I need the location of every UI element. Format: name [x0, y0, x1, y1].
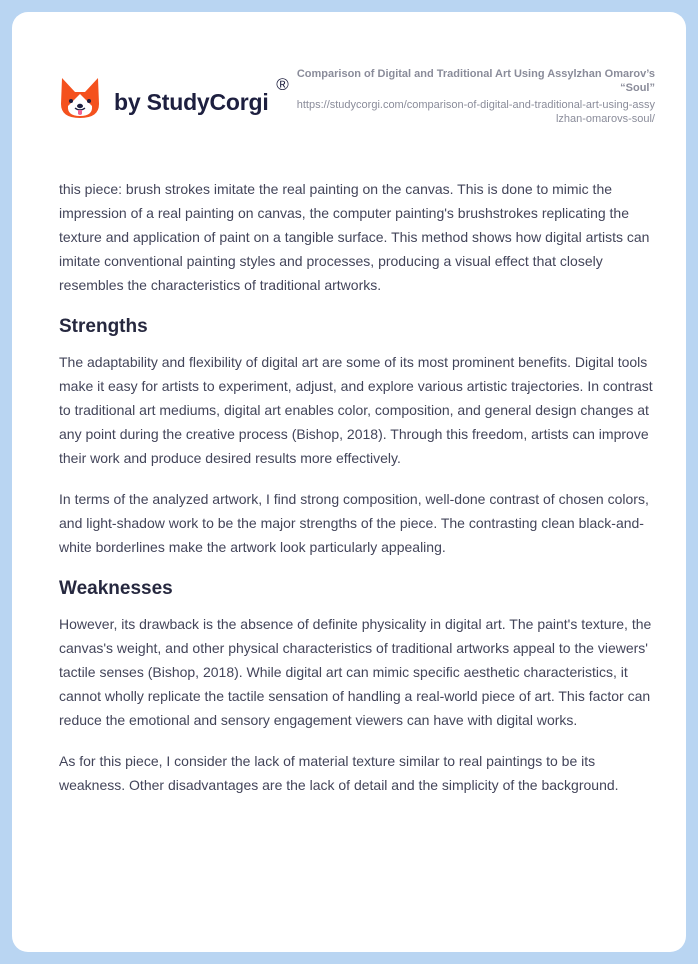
document-url-link[interactable]: https://studycorgi.com/comparison-of-digital-and-traditional-art-using-assylzhan-omarovs-soul/	[296, 99, 655, 125]
weaknesses-paragraph-2: As for this piece, I consider the lack of material texture similar to real paintings to be its weakness. Other disadvantages are the lack of detail and the simplicity of the background.	[59, 753, 619, 793]
section-heading-weaknesses: Weaknesses	[59, 578, 173, 599]
studycorgi-logo[interactable]	[60, 74, 289, 120]
registered-mark: ®	[276, 74, 289, 94]
brand-name	[114, 74, 289, 116]
corgi-face-icon	[60, 76, 100, 120]
section-heading-strengths: Strengths	[59, 316, 148, 337]
essay-body	[59, 177, 659, 814]
strengths-paragraph-1: The adaptability and flexibility of digital art are some of its most prominent benefits. Digital tools make it easy for artists to experiment, adjust, and explore various artistic trajectories. In contrast to traditional art mediums, digital art enables color, composition, and general design changes at any point during the creative process (Bishop, 2018). Through this freedom, artists can improve their work and produce desired results more effectively.	[59, 354, 653, 466]
strengths-paragraph-2: In terms of the analyzed artwork, I find strong composition, well-done contrast of chosen colors, and light-shadow work to be the major strengths of the piece. The contrasting clean black-and-white borderlines make the artwork look particularly appealing.	[59, 491, 649, 555]
document-page	[12, 12, 686, 952]
document-title: Comparison of Digital and Traditional Art Using Assylzhan Omarov’s “Soul”	[296, 68, 655, 94]
weaknesses-paragraph-1: However, its drawback is the absence of definite physicality in digital art. The paint's texture, the canvas's weight, and other physical characteristics of traditional artworks appeal to the viewers' tactile senses (Bishop, 2018). While digital art can mimic specific aesthetic characteristics, it cannot wholly replicate the tactile sensation of handling a real-world piece of art. This factor can reduce the emotional and sensory engagement viewers can have with digital works.	[59, 616, 652, 728]
brand-text: by StudyCorgi	[114, 88, 269, 115]
page-header	[12, 12, 686, 162]
intro-paragraph: this piece: brush strokes imitate the real painting on the canvas. This is done to mimic the impression of a real painting on canvas, the computer painting's brushstrokes replicating the texture and application of paint on a tangible surface. This method shows how digital artists can imitate conventional painting styles and processes, producing a visual effect that closely resembles the characteristics of traditional artworks.	[59, 181, 650, 293]
document-meta	[295, 67, 655, 126]
